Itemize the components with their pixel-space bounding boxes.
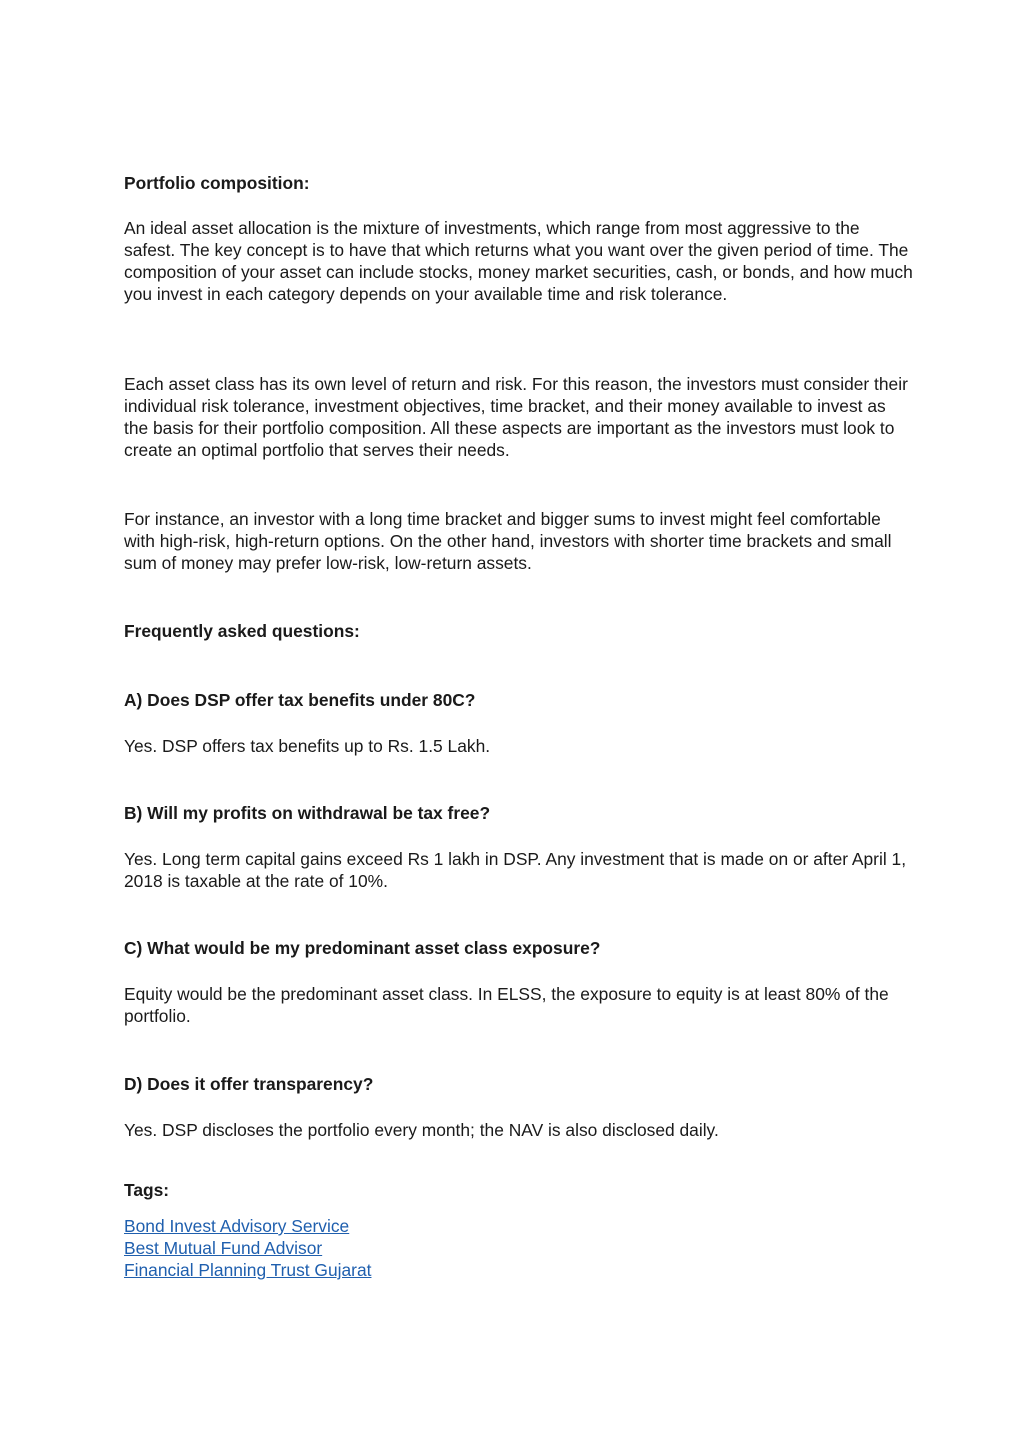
- tag-link-bond-invest-advisory-service[interactable]: Bond Invest Advisory Service: [124, 1216, 350, 1236]
- faq-heading: Frequently asked questions:: [124, 621, 360, 641]
- tags-heading: Tags:: [124, 1180, 170, 1200]
- faq-question-a: A) Does DSP offer tax benefits under 80C?: [124, 690, 476, 710]
- portfolio-paragraph-1: An ideal asset allocation is the mixture of investments, which range from most aggressive to the safest. The key concept is to have that which returns what you want over the given period of time. The composition of your asset can include stocks, money market securities, cash, or bonds, and how much you invest in each category depends on your available time and risk tolerance.: [124, 218, 913, 304]
- portfolio-paragraph-3: For instance, an investor with a long time bracket and bigger sums to invest might feel comfortable with high-risk, high-return options. On the other hand, investors with shorter time brackets and small sum of money may prefer low-risk, low-return assets.: [124, 509, 892, 573]
- portfolio-heading: Portfolio composition:: [124, 173, 310, 193]
- faq-answer-c: Equity would be the predominant asset class. In ELSS, the exposure to equity is at least 80% of the portfolio.: [124, 984, 889, 1026]
- tags-link-list: [124, 1215, 724, 1281]
- tag-link-financial-planning-trust-gujarat[interactable]: Financial Planning Trust Gujarat: [124, 1260, 372, 1280]
- faq-answer-d: Yes. DSP discloses the portfolio every month; the NAV is also disclosed daily.: [124, 1120, 719, 1140]
- tag-link-best-mutual-fund-advisor[interactable]: Best Mutual Fund Advisor: [124, 1238, 323, 1258]
- faq-question-d: D) Does it offer transparency?: [124, 1074, 374, 1094]
- portfolio-paragraph-2: Each asset class has its own level of return and risk. For this reason, the investors must consider their individual risk tolerance, investment objectives, time bracket, and their money available to invest as the basis for their portfolio composition. All these aspects are important as the investors must look to create an optimal portfolio that serves their needs.: [124, 374, 908, 460]
- faq-question-b: B) Will my profits on withdrawal be tax free?: [124, 803, 491, 823]
- faq-answer-a: Yes. DSP offers tax benefits up to Rs. 1.5 Lakh.: [124, 736, 491, 756]
- faq-question-c: C) What would be my predominant asset class exposure?: [124, 938, 601, 958]
- faq-answer-b: Yes. Long term capital gains exceed Rs 1 lakh in DSP. Any investment that is made on or after April 1, 2018 is taxable at the rate of 10%.: [124, 849, 907, 891]
